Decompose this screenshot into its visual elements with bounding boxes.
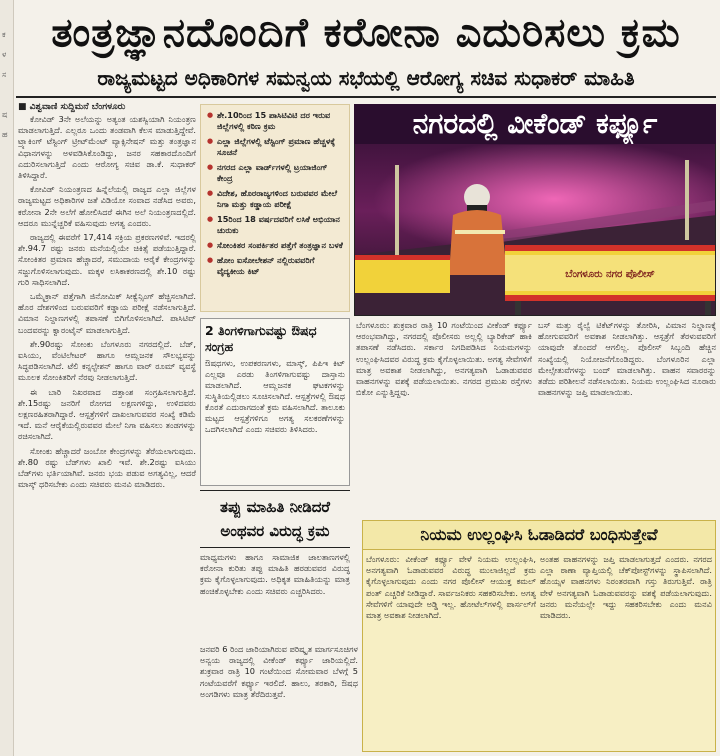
gutter-mark: ಳ [2, 50, 7, 59]
curfew-article-col-1: ಬೆಂಗಳೂರು: ಶುಕ್ರವಾರ ರಾತ್ರಿ 10 ಗಂಟೆಯಿಂದ ವೀಕೆಂಡ್ ಕರ್ಫ್ಯೂ ಆರಂಭವಾಗಿದ್ದು, ನಗರದಲ್ಲಿ ಪೊಲೀಸರು ಅಲ್ಲಲ್ಲಿ ಬ್ಯಾರಿಕೇಡ್ ಹಾಕಿ ತಪಾಸಣೆ ನಡೆಸಿದರು. ಸರ್ಕಾರ ನಿಗದಿಪಡಿಸಿದ ನಿಯಮಗಳನ್ನು ಉಲ್ಲಂಘಿಸಿದವರ ವಿರುದ್ಧ ಕ್ರಮ ಕೈಗೊಳ್ಳಲಾಯಿತು. ಅಗತ್ಯ ಸೇವೆಗಳಿಗೆ ಮಾತ್ರ ಅವಕಾಶ ನೀಡಲಾಗಿದ್ದು, ಅನಗತ್ಯವಾಗಿ ಓಡಾಡುವವರ ವಾಹನಗಳನ್ನು ವಶಕ್ಕೆ ಪಡೆಯಲಾಯಿತು. ನಗರದ ಪ್ರಮುಖ ರಸ್ತೆಗಳು ಬಿಕೋ ಎನ್ನುತ್ತಿದ್ದವು. [356, 320, 532, 398]
subheadline: ರಾಜ್ಯಮಟ್ಟದ ಅಧಿಕಾರಿಗಳ ಸಮನ್ವಯ ಸಭೆಯಲ್ಲಿ ಆರೋಗ್ಯ ಸಚಿವ ಸುಧಾಕರ್ ಮಾಹಿತಿ [97, 66, 635, 90]
article-column-1 [18, 114, 196, 752]
headline: ತಂತ್ರಜ್ಞಾನದೊಂದಿಗೆ ಕರೋನಾ ಎದುರಿಸಲು ಕ್ರಮ [51, 10, 681, 56]
medicine-stock-title: 2 ತಿಂಗಳಿಗಾಗುವಷ್ಟು ಔಷಧ ಸಂಗ್ರಹ [205, 323, 317, 354]
medicine-stock-text: ಔಷಧಗಳು, ಉಪಕರಣಗಳು, ಮಾಸ್ಕ್, ಪಿಪಿಇ ಕಿಟ್ ಎಲ್ಲವೂ ಎರಡು ತಿಂಗಳಿಗಾಗುವಷ್ಟು ದಾಸ್ತಾನು ಮಾಡಲಾಗಿದೆ. ಆಮ್ಲಜನಕ ಘಟಕಗಳನ್ನು ಸುಸ್ಥಿತಿಯಲ್ಲಿಡಲು ಸೂಚಿಸಲಾಗಿದೆ. ಆಸ್ಪತ್ರೆಗಳಲ್ಲಿ ಔಷಧ ಕೊರತೆ ಎದುರಾಗದಂತೆ ಕ್ರಮ ವಹಿಸಲಾಗಿದೆ. ತಾಲೂಕು ಮಟ್ಟದ ಆಸ್ಪತ್ರೆಗಳಿಗೂ ಅಗತ್ಯ ಸಲಕರಣೆಗಳನ್ನು ಒದಗಿಸಲಾಗಿದೆ ಎಂದು ಸಚಿವರು ತಿಳಿಸಿದರು. [205, 358, 345, 434]
highlight-item: ● ಹೋಂ ಐಸೋಲೇಶನ್ ನಲ್ಲಿರುವವರಿಗೆ ವೈದ್ಯಕೀಯ ಕಿಟ್ [207, 255, 343, 277]
paragraph: ಕೋವಿಡ್ ನಿಯಂತ್ರಣದ ಹಿನ್ನೆಲೆಯಲ್ಲಿ ರಾಜ್ಯದ ಎಲ್ಲಾ ಜಿಲ್ಲೆಗಳ ರಾಜ್ಯಮಟ್ಟದ ಅಧಿಕಾರಿಗಳ ಜತೆ ವಿಡಿಯೋ ಸಂವಾದ ನಡೆಸಿದ ಅವರು, ಕರೋನಾ 2ನೇ ಅಲೆಗೆ ಹೋಲಿಸಿದರೆ ಈಗಿನ ಅಲೆ ನಿಯಂತ್ರಣದಲ್ಲಿದೆ. ಆದರೂ ಮುನ್ನೆಚ್ಚರಿಕೆ ವಹಿಸುವುದು ಅಗತ್ಯ ಎಂದರು. [18, 184, 196, 228]
highlight-item: ● ವಿದೇಶ, ಹೊರರಾಜ್ಯಗಳಿಂದ ಬರುವವರ ಮೇಲೆ ನಿಗಾ ಮತ್ತು ಕಡ್ಡಾಯ ಪರೀಕ್ಷೆ [207, 188, 343, 210]
highlight-item: ● ಎಲ್ಲಾ ಜಿಲ್ಲೆಗಳಲ್ಲಿ ಟೆಸ್ಟಿಂಗ್ ಪ್ರಮಾಣ ಹೆಚ್ಚಳಕ್ಕೆ ಸೂಚನೆ [207, 136, 343, 158]
paragraph: ಸೋಂಕು ಹೆಚ್ಚಾದರೆ ಜಂಬೋ ಕೇಂದ್ರಗಳನ್ನು ತೆರೆಯಲಾಗುವುದು. ಶೇ.80 ರಷ್ಟು ಬೆಡ್‌ಗಳು ಖಾಲಿ ಇವೆ. ಶೇ.2ರಷ್ಟು ಐಸಿಯು ಬೆಡ್‌ಗಳು ಭರ್ತಿಯಾಗಿವೆ. ಜನರು ಭಯ ಪಡುವ ಅಗತ್ಯವಿಲ್ಲ, ಆದರೆ ಮಾಸ್ಕ್ ಧರಿಸಬೇಕು ಎಂದು ಸಚಿವರು ಮನವಿ ಮಾಡಿದರು. [18, 445, 196, 490]
highlight-item: ● ಸೋಂಕಿತರ ಸಂಪರ್ಕಿತರ ಪತ್ತೆಗೆ ತಂತ್ರಜ್ಞಾನ ಬಳಕೆ [207, 240, 343, 251]
arrest-warning-text-right: ಅಂತಹ ವಾಹನಗಳನ್ನು ಜಪ್ತಿ ಮಾಡಲಾಗುತ್ತದೆ ಎಂದರು. ನಗರದ ಎಲ್ಲಾ ಠಾಣಾ ವ್ಯಾಪ್ತಿಯಲ್ಲಿ ಚೆಕ್‌ಪೋಸ್ಟ್‌ಗಳನ್ನು ಸ್ಥಾಪಿಸಲಾಗಿದೆ. ಹೊಯ್ಸಳ ವಾಹನಗಳು ನಿರಂತರವಾಗಿ ಗಸ್ತು ತಿರುಗುತ್ತಿವೆ. ರಾತ್ರಿ ವೇಳೆ ಅನಗತ್ಯವಾಗಿ ಓಡಾಡುವವರನ್ನು ವಶಕ್ಕೆ ಪಡೆಯಲಾಗುವುದು. ಜನರು ಮನೆಯಲ್ಲೇ ಇದ್ದು ಸಹಕರಿಸಬೇಕು ಎಂದು ಮನವಿ ಮಾಡಿದರು. [540, 554, 712, 621]
highlight-item: ● 15ರಿಂದ 18 ವರ್ಷದವರಿಗೆ ಲಸಿಕೆ ಅಭಿಯಾನ ಚುರುಕು [207, 214, 343, 236]
medicine-stock-box [200, 318, 350, 486]
guidelines-text: ಜನವರಿ 6 ರಿಂದ ಜಾರಿಯಾಗಿರುವ ಪರಿಷ್ಕೃತ ಮಾರ್ಗಸೂಚಿಗಳ ಅನ್ವಯ ರಾಜ್ಯದಲ್ಲಿ ವೀಕೆಂಡ್ ಕರ್ಫ್ಯೂ ಜಾರಿಯಲ್ಲಿದೆ. ಶುಕ್ರವಾರ ರಾತ್ರಿ 10 ಗಂಟೆಯಿಂದ ಸೋಮವಾರ ಬೆಳಗ್ಗೆ 5 ಗಂಟೆಯವರೆಗೆ ಕರ್ಫ್ಯೂ ಇರಲಿದೆ. ಹಾಲು, ತರಕಾರಿ, ಔಷಧ ಅಂಗಡಿಗಳು ಮಾತ್ರ ತೆರೆದಿರುತ್ತವೆ. [200, 644, 358, 699]
paragraph: ರಾಜ್ಯದಲ್ಲಿ ಈವರೆಗೆ 17,414 ಸಕ್ರಿಯ ಪ್ರಕರಣಗಳಿವೆ. ಇದರಲ್ಲಿ ಶೇ.94.7 ರಷ್ಟು ಜನರು ಮನೆಯಲ್ಲಿಯೇ ಚಿಕಿತ್ಸೆ ಪಡೆಯುತ್ತಿದ್ದಾರೆ. ಸೋಂಕಿತರ ಪ್ರಮಾಣ ಹೆಚ್ಚಾದರೆ, ಸಮುದಾಯ ಆರೈಕೆ ಕೇಂದ್ರಗಳನ್ನು ಸಜ್ಜುಗೊಳಿಸಲಾಗುವುದು. ಮಕ್ಕಳ ಲಸಿಕಾಕರಣದಲ್ಲಿ ಶೇ.10 ರಷ್ಟು ಗುರಿ ಸಾಧಿಸಲಾಗಿದೆ. [18, 232, 196, 287]
gutter-mark: ಹ [2, 130, 8, 139]
barricade-left [355, 255, 450, 293]
arrest-warning-title: ನಿಯಮ ಉಲ್ಲಂಘಿಸಿ ಓಡಾಡಿದರೆ ಬಂಧಿಸುತ್ತೇವೆ [362, 520, 716, 550]
gutter-mark: ಸ [2, 70, 7, 79]
paragraph: ಶೇ.90ರಷ್ಟು ಸೋಂಕು ಬೆಂಗಳೂರು ನಗರದಲ್ಲಿದೆ. ಬೆಡ್, ಐಸಿಯು, ವೆಂಟಿಲೇಟರ್ ಹಾಗೂ ಆಮ್ಲಜನಕ ಸೌಲಭ್ಯವನ್ನು ಸಿದ್ಧಪಡಿಸಲಾಗಿದೆ. ಟೆಲಿ ಕನ್ಸಲ್ಟೇಶನ್ ಹಾಗೂ ವಾರ್ ರೂಮ್ ವ್ಯವಸ್ಥೆ ಮೂಲಕ ಸೋಂಕಿತರಿಗೆ ನೆರವು ನೀಡಲಾಗುತ್ತಿದೆ. [18, 338, 196, 383]
headline-rule [16, 96, 716, 98]
byline: ■ ವಿಶ್ವವಾಣಿ ಸುದ್ದಿಮನೆ ಬೆಂಗಳೂರು [18, 102, 126, 112]
curfew-article-col-2: ಬಸ್ ಮತ್ತು ರೈಲ್ವೆ ಟಿಕೆಟ್‌ಗಳನ್ನು ತೋರಿಸಿ, ವಿಮಾನ ನಿಲ್ದಾಣಕ್ಕೆ ಹೋಗುವವರಿಗೆ ಅವಕಾಶ ನೀಡಲಾಗಿತ್ತು. ಆಸ್ಪತ್ರೆಗೆ ತೆರಳುವವರಿಗೆ ಯಾವುದೇ ತೊಂದರೆ ಆಗಲಿಲ್ಲ. ಪೊಲೀಸ್ ಸಿಬ್ಬಂದಿ ಹೆಚ್ಚಿನ ಸಂಖ್ಯೆಯಲ್ಲಿ ನಿಯೋಜನೆಗೊಂಡಿದ್ದರು. ಬೆಂಗಳೂರಿನ ಎಲ್ಲಾ ಮೇಲ್ಸೇತುವೆಗಳನ್ನು ಬಂದ್ ಮಾಡಲಾಗಿತ್ತು. ವಾಹನ ಸವಾರರನ್ನು ತಡೆದು ಪರಿಶೀಲನೆ ನಡೆಸಲಾಯಿತು. ನಿಯಮ ಉಲ್ಲಂಘಿಸಿದ ನೂರಾರು ವಾಹನಗಳನ್ನು ಜಪ್ತಿ ಮಾಡಲಾಯಿತು. [538, 320, 716, 398]
highlights-box [200, 104, 350, 312]
page-gutter [0, 0, 14, 756]
misinformation-text: ಮಾಧ್ಯಮಗಳು ಹಾಗೂ ಸಾಮಾಜಿಕ ಜಾಲತಾಣಗಳಲ್ಲಿ ಕರೋನಾ ಕುರಿತು ತಪ್ಪು ಮಾಹಿತಿ ಹರಡುವವರ ವಿರುದ್ಧ ಕ್ರಮ ಕೈಗೊಳ್ಳಲಾಗುವುದು. ಅಧಿಕೃತ ಮಾಹಿತಿಯನ್ನು ಮಾತ್ರ ಹಂಚಿಕೊಳ್ಳಬೇಕು ಎಂದು ಸಚಿವರು ಎಚ್ಚರಿಸಿದರು. [200, 552, 350, 596]
gutter-mark: ಕ [2, 30, 6, 39]
paragraph: ಕೋವಿಡ್ 3ನೇ ಅಲೆಯನ್ನು ಅತ್ಯಂತ ಯಶಸ್ವಿಯಾಗಿ ನಿಯಂತ್ರಣ ಮಾಡಲಾಗುತ್ತಿದೆ. ಎಲ್ಲರೂ ಒಂದು ತಂಡವಾಗಿ ಕೆಲಸ ಮಾಡುತ್ತಿದ್ದೇವೆ. ಟ್ರ್ಯಾಕಿಂಗ್ ಟೆಸ್ಟಿಂಗ್ ಟ್ರೀಟ್‌ಮೆಂಟ್ ವ್ಯಾಕ್ಸಿನೇಷನ್ ಮತ್ತು ತಂತ್ರಜ್ಞಾನ ವಿಧಾನಗಳನ್ನು ಅಳವಡಿಸಿಕೊಂಡಿದ್ದು, ಜನರ ಸಹಕಾರದೊಂದಿಗೆ ಎದುರಿಸಲಾಗುತ್ತಿದೆ ಎಂದು ಆರೋಗ್ಯ ಸಚಿವ ಡಾ.ಕೆ. ಸುಧಾಕರ್ ತಿಳಿಸಿದ್ದಾರೆ. [18, 114, 196, 181]
barricade-label: ಬೆಂಗಳೂರು ನಗರ ಪೊಲೀಸ್ [565, 269, 655, 280]
misinformation-title: ತಪ್ಪು ಮಾಹಿತಿ ನೀಡಿದರೆ ಅಂಥವರ ವಿರುದ್ಧ ಕ್ರಮ [200, 490, 350, 548]
paragraph: ಈ ಬಾರಿ ನಿಖರವಾದ ದತ್ತಾಂಶ ಸಂಗ್ರಹಿಸಲಾಗುತ್ತಿದೆ. ಶೇ.15ರಷ್ಟು ಜನರಿಗೆ ರೋಗದ ಲಕ್ಷಣಗಳಿದ್ದು, ಉಳಿದವರು ಲಕ್ಷಣರಹಿತರಾಗಿದ್ದಾರೆ. ಆಸ್ಪತ್ರೆಗಳಿಗೆ ದಾಖಲಾಗುವವರ ಸಂಖ್ಯೆ ಕಡಿಮೆ ಇದೆ. ಮನೆ ಆರೈಕೆಯಲ್ಲಿರುವವರ ಮೇಲೆ ನಿಗಾ ವಹಿಸಲು ತಂಡಗಳನ್ನು ರಚಿಸಲಾಗಿದೆ. [18, 386, 196, 442]
highlight-item: ● ನಗರದ ಎಲ್ಲಾ ವಾರ್ಡ್‌ಗಳಲ್ಲಿ ಟ್ರಯಾಜಿಂಗ್ ಕೇಂದ್ರ [207, 162, 343, 184]
photo-title: ನಗರದಲ್ಲಿ ವೀಕೆಂಡ್ ಕರ್ಫ್ಯೂ [354, 104, 716, 144]
gutter-mark: ಷ [2, 110, 8, 119]
paragraph: ಒಮೈಕ್ರಾನ್ ಪತ್ತೆಗಾಗಿ ಜಿನೋಮಿಕ್ ಸೀಕ್ವೆನ್ಸಿಂಗ್ ಹೆಚ್ಚಿಸಲಾಗಿದೆ. ಹೊರ ದೇಶಗಳಿಂದ ಬರುವವರಿಗೆ ಕಡ್ಡಾಯ ಪರೀಕ್ಷೆ ನಡೆಸಲಾಗುತ್ತಿದೆ. ವಿಮಾನ ನಿಲ್ದಾಣಗಳಲ್ಲಿ ತಪಾಸಣೆ ಬಿಗಿಗೊಳಿಸಲಾಗಿದೆ. ಪಾಸಿಟಿವ್ ಬಂದವರನ್ನು ಕ್ವಾರಂಟೈನ್ ಮಾಡಲಾಗುತ್ತಿದೆ. [18, 291, 196, 335]
highlight-item: ● ಶೇ.10ರಿಂದ 15 ಪಾಸಿಟಿವಿಟಿ ದರ ಇರುವ ಜಿಲ್ಲೆಗಳಲ್ಲಿ ಕಠಿಣ ಕ್ರಮ [207, 110, 343, 132]
arrest-warning-text-left: ಬೆಂಗಳೂರು: ವೀಕೆಂಡ್ ಕರ್ಫ್ಯೂ ವೇಳೆ ನಿಯಮ ಉಲ್ಲಂಘಿಸಿ, ಅನಗತ್ಯವಾಗಿ ಓಡಾಡುವವರ ವಿರುದ್ಧ ಮುಲಾಜಿಲ್ಲದೆ ಕ್ರಮ ಕೈಗೊಳ್ಳಲಾಗುವುದು ಎಂದು ನಗರ ಪೊಲೀಸ್ ಆಯುಕ್ತ ಕಮಲ್ ಪಂತ್ ಎಚ್ಚರಿಕೆ ನೀಡಿದ್ದಾರೆ. ಸಾರ್ವಜನಿಕರು ಸಹಕರಿಸಬೇಕು. ಅಗತ್ಯ ಸೇವೆಗಳಿಗೆ ಯಾವುದೇ ಅಡ್ಡಿ ಇಲ್ಲ. ಹೋಟೆಲ್‌ಗಳಲ್ಲಿ ಪಾರ್ಸಲ್‌ಗೆ ಮಾತ್ರ ಅವಕಾಶ ನೀಡಲಾಗಿದೆ. [366, 554, 536, 621]
